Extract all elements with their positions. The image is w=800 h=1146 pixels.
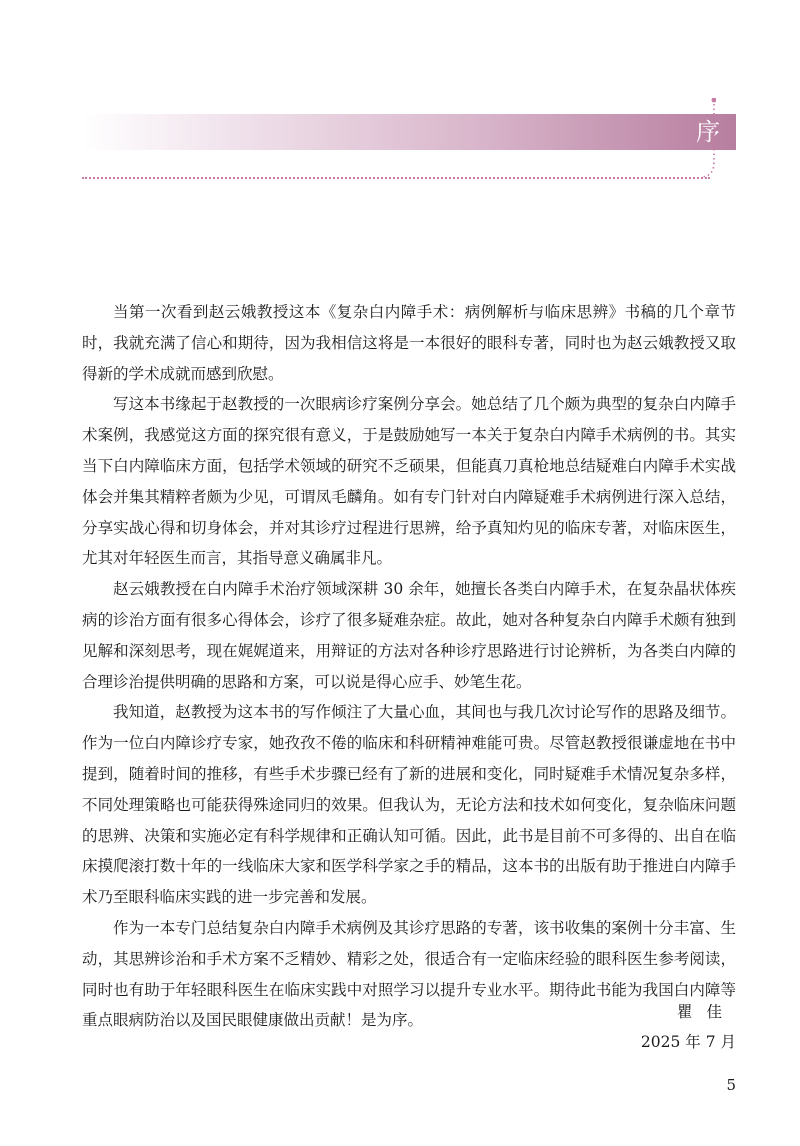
paragraph: 作为一本专门总结复杂白内障手术病例及其诊疗思路的专著，该书收集的案例十分丰富、生动，其思辨诊治和手术方案不乏精妙、精彩之处，很适合有一定临床经验的眼科医生参考阅读，同时也有助于年轻眼科医生在临床实践中对照学习以提升专业水平。期待此书能为我国白内障等重点眼病防治以及国民眼健康做出贡献！是为序。 (82, 918, 736, 1030)
chapter-title: 序 (696, 118, 722, 146)
paragraph: 我知道，赵教授为这本书的写作倾注了大量心血，其间也与我几次讨论写作的思路及细节。作为一位白内障诊疗专家，她孜孜不倦的临床和科研精神难能可贵。尽管赵教授很谦虚地在书中提到，随着时间的推移，有些手术步骤已经有了新的进展和变化，同时疑难手术情况复杂多样，不同处理策略也可能获得殊途同归的效果。但我认为，无论方法和技术如何变化，复杂临床问题的思辨、决策和实施必定有科学规律和正确认知可循。因此，此书是目前不可多得的、出自在临床摸爬滚打数十年的一线临床大家和医学科学家之手的精品，这本书的出版有助于推进白内障手术乃至眼科临床实践的进一步完善和发展。 (82, 703, 736, 907)
decorative-dotted-rule (82, 177, 710, 179)
author-signature: 瞿佳 (676, 1003, 736, 1021)
page-number: 5 (726, 1076, 736, 1094)
paragraph: 写这本书缘起于赵教授的一次眼病诊疗案例分享会。她总结了几个颇为典型的复杂白内障手术案例，我感觉这方面的探究很有意义，于是鼓励她写一本关于复杂白内障手术病例的书。其实当下白内障临床方面，包括学术领域的研究不乏硕果，但能真刀真枪地总结疑难白内障手术实战体会并集其精粹者颇为少见，可谓凤毛麟角。如有专门针对白内障疑难手术病例进行深入总结，分享实战心得和切身体会，并对其诊疗过程进行思辨，给予真知灼见的临床专著，对临床医生，尤其对年轻医生而言，其指导意义确属非凡。 (82, 395, 736, 568)
decorative-dot-curve (702, 98, 716, 178)
paragraph: 当第一次看到赵云娥教授这本《复杂白内障手术：病例解析与临床思辨》书稿的几个章节时，我就充满了信心和期待，因为我相信这将是一本很好的眼科专著，同时也为赵云娥教授又取得新的学术成就而感到欣慰。 (82, 303, 736, 383)
preface-body (82, 297, 736, 1036)
paragraph: 赵云娥教授在白内障手术治疗领域深耕 30 余年，她擅长各类白内障手术，在复杂晶状体疾病的诊治方面有很多心得体会，诊疗了很多疑难杂症。故此，她对各种复杂白内障手术颇有独到见解和深刻思考，现在娓娓道来，用辩证的方法对各种诊疗思路进行讨论辨析，为各类白内障的合理诊治提供明确的思路和方案，可以说是得心应手、妙笔生花。 (82, 580, 736, 691)
chapter-header-band (82, 114, 736, 150)
signature-date: 2025 年 7 月 (640, 1033, 736, 1051)
